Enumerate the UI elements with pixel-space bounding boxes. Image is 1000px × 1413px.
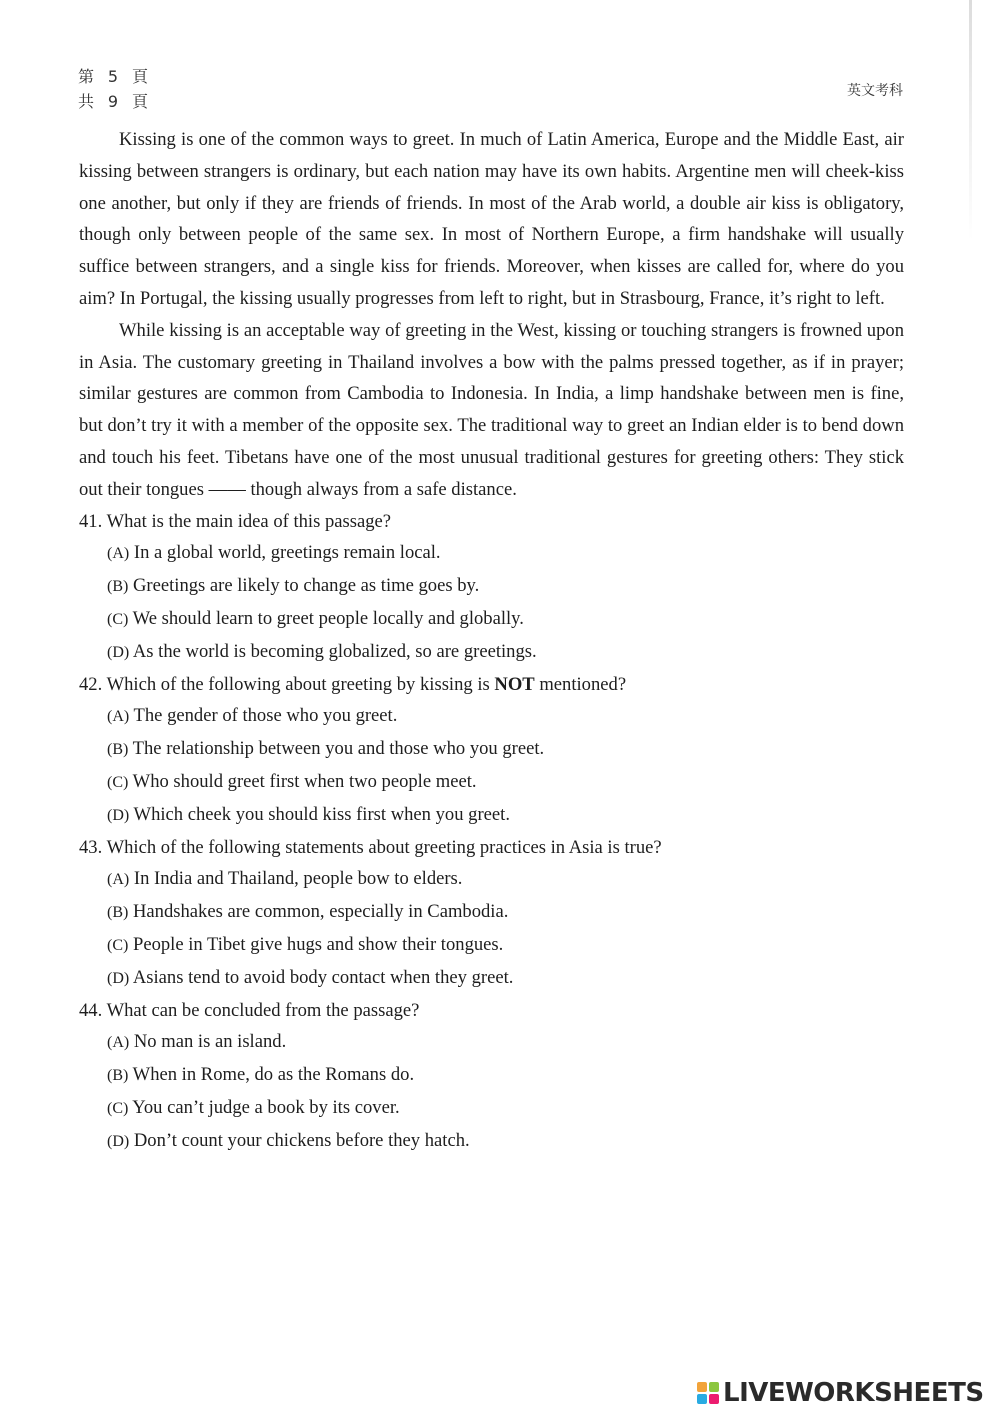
option-a[interactable] xyxy=(79,863,904,896)
passage-paragraph: While kissing is an acceptable way of greeting in the West, kissing or touching strangers is frowned upon in Asia. The customary greeting in Thailand involves a bow with the palms pressed together, as if in prayer; similar gestures are common from Cambodia to Indonesia. In India, a limp handshake between men is fine, but don’t try it with a member of the opposite sex. The traditional way to greet an Indian elder is to bend down and touch his feet. Tibetans have one of the most unusual traditional gestures for greeting others: They stick out their tongues —— though always from a safe distance. xyxy=(79,319,904,500)
option-text: The gender of those who you greet. xyxy=(133,705,398,727)
option-text: In India and Thailand, people bow to elders. xyxy=(133,868,463,890)
total-unit: 頁 xyxy=(132,92,149,111)
logo-tile xyxy=(697,1382,707,1392)
option-text: We should learn to greet people locally and globally. xyxy=(132,607,524,629)
option-text: People in Tibet give hugs and show their tongues. xyxy=(132,933,504,955)
option-text: Don’t count your chickens before they hatch. xyxy=(133,1129,470,1151)
question-number: 41. xyxy=(79,510,103,532)
option-letter: (C) xyxy=(107,773,129,791)
liveworksheets-logo[interactable] xyxy=(697,1378,984,1408)
option-b[interactable] xyxy=(79,733,904,766)
total-label: 共 xyxy=(78,92,95,111)
option-text: In a global world, greetings remain local. xyxy=(133,542,441,564)
option-letter: (B) xyxy=(107,1067,129,1085)
option-b[interactable] xyxy=(79,570,904,603)
option-letter: (C) xyxy=(107,1099,129,1117)
option-text: Which cheek you should kiss first when you greet. xyxy=(133,803,510,825)
option-c[interactable] xyxy=(79,603,904,636)
option-c[interactable] xyxy=(79,766,904,799)
option-letter: (B) xyxy=(107,741,129,759)
question-text: Which of the following about greeting by kissing is xyxy=(106,673,495,695)
option-text: You can’t judge a book by its cover. xyxy=(132,1096,400,1118)
question-number: 44. xyxy=(79,999,103,1021)
liveworksheets-logo-icon xyxy=(697,1382,719,1404)
page-indicator xyxy=(78,64,148,114)
option-c[interactable] xyxy=(79,1092,904,1125)
question-text-end: mentioned? xyxy=(534,673,627,695)
question-stem xyxy=(79,832,904,864)
question-emphasis: NOT xyxy=(494,673,535,695)
logo-text: LIVEWORKSHEETS xyxy=(723,1378,984,1408)
option-letter: (D) xyxy=(107,643,130,661)
page-number: 5 xyxy=(107,67,119,86)
question-stem xyxy=(79,995,904,1027)
question-stem xyxy=(79,669,904,701)
option-letter: (D) xyxy=(107,969,130,987)
option-letter: (A) xyxy=(107,1034,130,1052)
option-letter: (A) xyxy=(107,871,130,889)
subject-label: 英文考科 xyxy=(847,83,903,99)
question-44 xyxy=(79,995,904,1158)
option-text: Handshakes are common, especially in Cambodia. xyxy=(132,901,509,923)
option-letter: (B) xyxy=(107,904,129,922)
option-a[interactable] xyxy=(79,1026,904,1059)
option-letter: (A) xyxy=(107,545,130,563)
current-page-row xyxy=(78,64,148,89)
worksheet-content xyxy=(79,124,904,1158)
option-d[interactable] xyxy=(79,799,904,832)
option-letter: (D) xyxy=(107,806,130,824)
question-number: 42. xyxy=(79,673,103,695)
option-text: As the world is becoming globalized, so are greetings. xyxy=(132,640,537,662)
option-a[interactable] xyxy=(79,537,904,570)
option-a[interactable] xyxy=(79,700,904,733)
total-pages: 9 xyxy=(107,92,119,111)
option-letter: (D) xyxy=(107,1132,130,1150)
option-d[interactable] xyxy=(79,1125,904,1158)
question-text: Which of the following statements about greeting practices in Asia is true? xyxy=(106,836,662,858)
option-letter: (B) xyxy=(107,578,129,596)
question-text: What can be concluded from the passage? xyxy=(106,999,420,1021)
option-b[interactable] xyxy=(79,1059,904,1092)
question-41 xyxy=(79,506,904,669)
option-b[interactable] xyxy=(79,896,904,929)
page-unit: 頁 xyxy=(132,67,149,86)
total-pages-row xyxy=(78,89,148,114)
option-letter: (C) xyxy=(107,610,129,628)
option-text: Greetings are likely to change as time goes by. xyxy=(132,575,480,597)
question-stem xyxy=(79,506,904,538)
page-label: 第 xyxy=(78,67,95,86)
question-text: What is the main idea of this passage? xyxy=(106,510,392,532)
option-d[interactable] xyxy=(79,636,904,669)
logo-tile xyxy=(697,1394,707,1404)
question-43 xyxy=(79,832,904,995)
passage-paragraph: Kissing is one of the common ways to greet. In much of Latin America, Europe and the Middle East, air kissing between strangers is ordinary, but each nation may have its own habits. Argentine men will cheek-kiss one another, but only if they are friends of friends. In most of the Arab world, a double air kiss is obligatory, though only between people of the same sex. In most of Northern Europe, a firm handshake will usually suffice between strangers, and a single kiss for friends. Moreover, when kisses are called for, where do you aim? In Portugal, the kissing usually progresses from left to right, but in Strasbourg, France, it’s right to left. xyxy=(79,129,904,309)
option-text: Who should greet first when two people meet. xyxy=(132,770,477,792)
option-d[interactable] xyxy=(79,962,904,995)
option-text: No man is an island. xyxy=(133,1031,287,1053)
option-text: The relationship between you and those who you greet. xyxy=(132,738,545,760)
option-c[interactable] xyxy=(79,929,904,962)
question-42 xyxy=(79,669,904,832)
scan-edge-shadow xyxy=(969,0,972,240)
option-text: Asians tend to avoid body contact when they greet. xyxy=(132,966,514,988)
option-letter: (A) xyxy=(107,708,130,726)
option-text: When in Rome, do as the Romans do. xyxy=(132,1064,415,1086)
logo-tile xyxy=(709,1394,719,1404)
logo-tile xyxy=(709,1382,719,1392)
option-letter: (C) xyxy=(107,936,129,954)
question-number: 43. xyxy=(79,836,103,858)
